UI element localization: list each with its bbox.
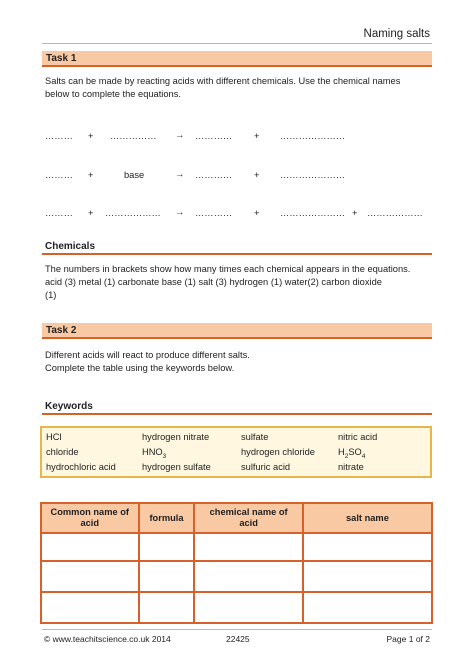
table-cell[interactable] xyxy=(303,592,432,623)
salt-table xyxy=(40,502,433,624)
task1-intro-line2: below to complete the equations. xyxy=(45,89,181,99)
chemicals-line3: (1) xyxy=(45,290,57,300)
eq2-arrow: → xyxy=(175,169,185,179)
footer-page-number: Page 1 of 2 xyxy=(386,634,430,644)
keyword: hydrogen sulfate xyxy=(142,462,211,472)
chemicals-line2: acid (3) metal (1) carbonate base (1) salt (3) hydrogen (1) water(2) carbon dioxide xyxy=(45,277,382,287)
eq2-plus-1: + xyxy=(88,170,94,180)
eq3-plus-2: + xyxy=(254,208,260,218)
task2-line2: Complete the table using the keywords below. xyxy=(45,363,235,373)
h2so4-so: SO xyxy=(348,447,362,457)
header-divider xyxy=(42,43,432,44)
task2-line1: Different acids will react to produce different salts. xyxy=(45,350,250,360)
task2-text xyxy=(45,349,435,375)
h2so4-h: H xyxy=(338,447,345,457)
keyword: sulfate xyxy=(241,432,269,442)
eq3-blank-reactant[interactable]: ……………… xyxy=(105,208,161,218)
eq2-base: base xyxy=(124,170,145,180)
table-row xyxy=(41,592,432,623)
keyword: chloride xyxy=(46,447,79,457)
keyword: hydrogen chloride xyxy=(241,447,315,457)
eq1-blank-acid[interactable]: ……… xyxy=(45,131,73,141)
eq2-plus-2: + xyxy=(254,170,260,180)
footer-code: 22425 xyxy=(226,634,250,644)
eq1-blank-product[interactable]: ………………… xyxy=(280,131,346,141)
header-common-name: Common name of acid xyxy=(41,503,139,533)
table-row xyxy=(41,533,432,561)
eq3-blank-acid[interactable]: ……… xyxy=(45,208,73,218)
task2-heading: Task 2 xyxy=(42,323,432,339)
hno3-subscript: 3 xyxy=(162,452,167,460)
table-cell[interactable] xyxy=(41,533,139,561)
table-cell[interactable] xyxy=(139,561,195,592)
table-row xyxy=(41,561,432,592)
eq3-arrow: → xyxy=(175,207,185,217)
hno3-base: HNO xyxy=(142,447,163,457)
footer-copyright: © www.teachitscience.co.uk 2014 xyxy=(44,634,171,644)
eq3-blank-product-2[interactable]: ……………… xyxy=(367,208,423,218)
keyword: nitric acid xyxy=(338,432,378,442)
table-cell[interactable] xyxy=(194,592,302,623)
keyword-h2so4 xyxy=(338,447,366,460)
keyword: HCl xyxy=(46,432,62,442)
eq3-blank-product-1[interactable]: ………………… xyxy=(280,208,346,218)
keyword: hydrochloric acid xyxy=(46,462,116,472)
eq1-arrow: → xyxy=(175,130,185,140)
eq2-blank-acid[interactable]: ……… xyxy=(45,170,73,180)
table-cell[interactable] xyxy=(41,561,139,592)
h2so4-subscript-4: 4 xyxy=(361,452,366,460)
keywords-heading: Keywords xyxy=(42,401,432,415)
task1-intro-line1: Salts can be made by reacting acids with different chemicals. Use the chemical names xyxy=(45,76,401,86)
chemicals-line1: The numbers in brackets show how many times each chemical appears in the equations. xyxy=(45,264,411,274)
table-cell[interactable] xyxy=(194,561,302,592)
eq1-plus-1: + xyxy=(88,131,94,141)
header-formula: formula xyxy=(139,503,195,533)
eq1-plus-2: + xyxy=(254,131,260,141)
chemicals-text xyxy=(45,263,435,302)
keywords-box xyxy=(40,426,432,478)
page-title: Naming salts xyxy=(363,28,430,40)
keyword-hno3 xyxy=(142,447,167,460)
keyword: sulfuric acid xyxy=(241,462,291,472)
h2so4-subscript-2: 2 xyxy=(344,452,349,460)
eq3-blank-salt[interactable]: ………… xyxy=(195,208,233,218)
header-salt-name: salt name xyxy=(303,503,432,533)
table-header-row xyxy=(41,503,432,533)
eq1-blank-reactant[interactable]: …………… xyxy=(110,131,157,141)
keyword: nitrate xyxy=(338,462,364,472)
header-chemical-name: chemical name of acid xyxy=(194,503,302,533)
table-cell[interactable] xyxy=(303,533,432,561)
table-cell[interactable] xyxy=(194,533,302,561)
eq3-plus-1: + xyxy=(88,208,94,218)
task1-heading: Task 1 xyxy=(42,51,432,67)
table-cell[interactable] xyxy=(41,592,139,623)
table-cell[interactable] xyxy=(139,592,195,623)
footer-divider xyxy=(42,629,432,630)
eq2-blank-salt[interactable]: ………… xyxy=(195,170,233,180)
eq2-blank-product[interactable]: ………………… xyxy=(280,170,346,180)
keyword: hydrogen nitrate xyxy=(142,432,210,442)
chemicals-heading: Chemicals xyxy=(42,241,432,255)
table-cell[interactable] xyxy=(303,561,432,592)
task1-intro xyxy=(45,75,435,101)
eq1-blank-salt[interactable]: ………… xyxy=(195,131,233,141)
eq3-plus-3: + xyxy=(352,208,358,218)
table-cell[interactable] xyxy=(139,533,195,561)
